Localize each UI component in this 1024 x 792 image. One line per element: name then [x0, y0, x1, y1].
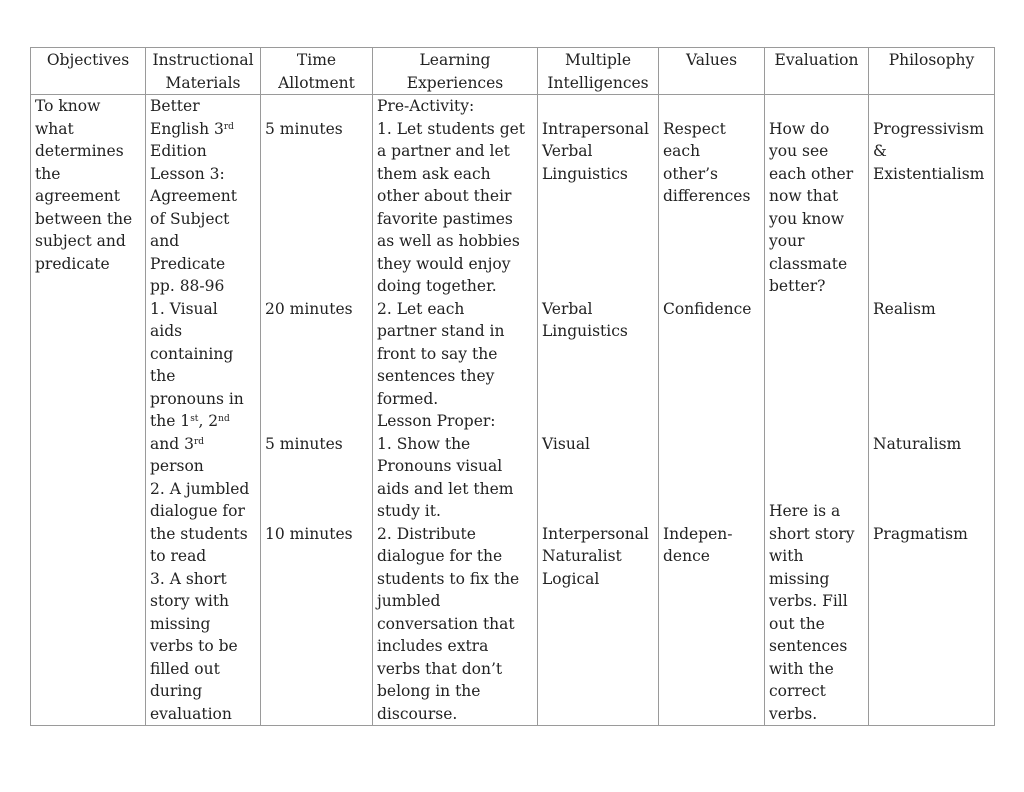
cell-text-line: with the: [769, 659, 834, 678]
cell-text-line: [542, 185, 654, 208]
cell-text-line: [542, 410, 654, 433]
cell-text-line: Respect: [663, 119, 726, 138]
cell-text-line: partner stand in: [377, 322, 505, 340]
cell-text-line: Indepen-: [663, 524, 733, 543]
cell-text-line: pp. 88-96: [150, 277, 225, 295]
cell-text-line: better?: [769, 277, 826, 295]
cell-text-line: verbs.: [769, 704, 818, 723]
cell-text-line: Here is a: [769, 502, 841, 520]
cell-text-line: Naturalism: [873, 434, 962, 453]
cell-text-line: [542, 230, 654, 253]
lesson-plan-table: [30, 47, 995, 726]
cell-text-line: classmate: [769, 254, 848, 273]
header-text-line: Time: [296, 51, 337, 69]
cell-text-line: [265, 365, 368, 388]
cell-text-line: subject and: [35, 232, 126, 250]
cell-text-line: Interpersonal: [542, 524, 649, 543]
cell-text-line: [265, 320, 368, 343]
header-text-line: Objectives: [46, 51, 130, 69]
cell-text-line: [873, 500, 990, 523]
cell-text-line: [873, 230, 990, 253]
header-text-line: Learning: [419, 51, 491, 69]
cell-text-line: Lesson Proper:: [377, 412, 496, 430]
cell-text-line: correct: [769, 682, 826, 700]
cell-text-line: Verbal: [542, 299, 593, 318]
cell-text-line: sentences they: [377, 367, 495, 385]
cell-text-line: aids: [150, 322, 183, 340]
header-values: [659, 48, 765, 95]
cell-text-line: 10 minutes: [265, 524, 353, 543]
table-row: [31, 95, 995, 726]
cell-text-line: [873, 365, 990, 388]
cell-text-line: Pronouns visual: [377, 457, 503, 475]
cell-text-line: [663, 433, 760, 456]
cell-text-line: [542, 95, 654, 118]
cell-text-line: [663, 500, 760, 523]
cell-text-line: sentences: [769, 637, 848, 655]
cell-philosophy: [869, 95, 995, 726]
cell-text-line: agreement: [35, 187, 121, 205]
cell-text-line: [542, 500, 654, 523]
cell-text-line: differences: [663, 187, 751, 205]
header-text-line: Values: [685, 51, 738, 69]
cell-text-line: [663, 275, 760, 298]
cell-text-line: [769, 95, 864, 118]
cell-text-line: Linguistics: [542, 164, 628, 183]
cell-text-line: dialogue for the: [377, 547, 503, 565]
cell-text-line: [873, 455, 990, 478]
cell-text-line: [769, 478, 864, 501]
cell-text-line: them ask each: [377, 164, 491, 183]
cell-text-line: 3. A short: [150, 569, 227, 588]
header-text-line: Experiences: [406, 73, 504, 92]
cell-text-line: between the: [35, 209, 133, 228]
cell-text-line: [663, 410, 760, 433]
cell-text-line: of Subject: [150, 209, 230, 228]
cell-text-line: [873, 95, 990, 118]
cell-text-line: students to fix the: [377, 569, 520, 588]
cell-text-line: [873, 208, 990, 231]
cell-multiple-intelligences: [538, 95, 659, 726]
cell-text-line: [265, 163, 368, 186]
header-philosophy: [869, 48, 995, 95]
cell-text-line: [663, 253, 760, 276]
cell-text-line: [542, 455, 654, 478]
header-time-allotment: [261, 48, 373, 95]
cell-text-line: 1. Show the: [377, 434, 471, 453]
cell-text-line: Pragmatism: [873, 524, 968, 543]
cell-text-line: 2. A jumbled: [150, 479, 250, 498]
cell-text-line: [873, 343, 990, 366]
cell-text-line: [873, 410, 990, 433]
cell-text-line: conversation that: [377, 614, 515, 633]
cell-text-line: [265, 455, 368, 478]
cell-text-line: 20 minutes: [265, 299, 353, 318]
cell-text-line: 2. Let each: [377, 299, 465, 318]
cell-text-line: 5 minutes: [265, 119, 343, 138]
cell-text-line: out the: [769, 614, 825, 633]
cell-learning-experiences: [373, 95, 538, 726]
cell-text-line: with: [769, 547, 804, 565]
cell-text-line: 5 minutes: [265, 434, 343, 453]
cell-text-line: Agreement: [150, 187, 237, 205]
cell-text-line: [265, 208, 368, 231]
cell-text-line: [265, 253, 368, 276]
cell-text-line: the: [35, 164, 61, 183]
cell-text-line: verbs. Fill: [769, 592, 848, 610]
cell-text-line: formed.: [377, 389, 439, 408]
cell-text-line: [265, 478, 368, 501]
cell-text-line: [542, 478, 654, 501]
cell-text-line: other about their: [377, 187, 512, 205]
cell-text-line: [265, 388, 368, 411]
cell-text-line: aids and let them: [377, 479, 514, 498]
cell-text-line: Visual: [542, 434, 591, 453]
cell-text-line: &: [873, 142, 887, 160]
cell-text-line: Naturalist: [542, 547, 622, 565]
cell-text-line: pronouns in: [150, 389, 244, 408]
header-objectives: [31, 48, 146, 95]
cell-text-line: missing: [150, 614, 211, 633]
cell-text-line: [663, 343, 760, 366]
cell-text-line: How do: [769, 119, 830, 138]
cell-text-line: [265, 140, 368, 163]
cell-text-line: and: [150, 232, 180, 250]
cell-text-line: [542, 388, 654, 411]
header-multiple-intelligences: [538, 48, 659, 95]
cell-text-line: during: [150, 682, 203, 700]
cell-text-line: [663, 388, 760, 411]
cell-text-line: Better: [150, 97, 200, 115]
cell-text-line: [542, 208, 654, 231]
cell-text-line: verbs to be: [150, 637, 238, 655]
cell-text-line: [265, 275, 368, 298]
header-evaluation: [765, 48, 869, 95]
cell-text-line: missing: [769, 569, 830, 588]
cell-text-line: [769, 388, 864, 411]
header-text-line: Evaluation: [774, 51, 859, 69]
cell-text-line: short story: [769, 524, 855, 543]
cell-text-line: determines: [35, 142, 124, 160]
cell-text-line: [265, 185, 368, 208]
cell-text-line: To know: [35, 97, 101, 115]
cell-time-allotment: [261, 95, 373, 726]
cell-text-line: dialogue for: [150, 502, 245, 520]
cell-text-line: [542, 275, 654, 298]
cell-text-line: other’s: [663, 164, 719, 183]
cell-text-line: study it.: [377, 502, 441, 520]
cell-text-line: jumbled: [377, 592, 441, 610]
cell-text-line: [873, 320, 990, 343]
cell-text-line: [769, 455, 864, 478]
cell-text-line: each: [663, 142, 701, 160]
cell-text-line: they would enjoy: [377, 254, 511, 273]
cell-text-line: 1. Let students get: [377, 119, 526, 138]
cell-text-line: [663, 208, 760, 231]
cell-text-line: Predicate: [150, 254, 226, 273]
cell-text-line: [542, 343, 654, 366]
cell-text-line: Intrapersonal: [542, 119, 649, 138]
cell-text-line: as well as hobbies: [377, 232, 520, 250]
cell-text-line: each other: [769, 164, 854, 183]
cell-text-line: [769, 433, 864, 456]
cell-text-line: Logical: [542, 569, 600, 588]
cell-text-line: [873, 478, 990, 501]
cell-text-line: [663, 320, 760, 343]
header-text-line: Intelligences: [547, 73, 649, 92]
cell-text-line: the: [150, 367, 176, 385]
cell-text-line: [265, 343, 368, 366]
header-text-line: Multiple: [564, 51, 632, 69]
cell-text-line: Linguistics: [542, 322, 628, 340]
cell-text-line: person: [150, 457, 204, 475]
cell-text-line: [769, 410, 864, 433]
header-instructional-materials: [146, 48, 261, 95]
cell-text-line: your: [769, 232, 805, 250]
cell-text-line: the 1st, 2nd: [150, 412, 230, 430]
cell-text-line: Existentialism: [873, 164, 985, 183]
cell-values: [659, 95, 765, 726]
cell-text-line: [769, 343, 864, 366]
header-text-line: Allotment: [278, 73, 355, 92]
cell-text-line: [663, 455, 760, 478]
cell-text-line: a partner and let: [377, 142, 510, 160]
header-text-line: Instructional: [152, 51, 254, 69]
cell-text-line: filled out: [150, 659, 220, 678]
cell-text-line: favorite pastimes: [377, 209, 513, 228]
cell-evaluation: [765, 95, 869, 726]
cell-text-line: to read: [150, 547, 207, 565]
cell-text-line: story with: [150, 592, 230, 610]
header-row: [31, 48, 995, 95]
cell-text-line: [873, 388, 990, 411]
cell-text-line: [663, 365, 760, 388]
cell-text-line: [873, 275, 990, 298]
cell-text-line: and 3rd: [150, 434, 205, 453]
header-text-line: Philosophy: [888, 51, 975, 69]
cell-text-line: Progressivism: [873, 119, 984, 138]
cell-text-line: [542, 253, 654, 276]
cell-text-line: [873, 185, 990, 208]
cell-text-line: English 3rd: [150, 119, 234, 138]
cell-text-line: 2. Distribute: [377, 524, 476, 543]
cell-text-line: discourse.: [377, 704, 458, 723]
cell-text-line: front to say the: [377, 344, 498, 363]
cell-text-line: includes extra: [377, 637, 489, 655]
cell-text-line: Realism: [873, 299, 936, 318]
cell-text-line: doing together.: [377, 277, 497, 295]
cell-text-line: [769, 320, 864, 343]
cell-text-line: 1. Visual: [150, 299, 218, 318]
cell-text-line: verbs that don’t: [377, 659, 503, 678]
cell-text-line: [663, 230, 760, 253]
cell-objectives: [31, 95, 146, 726]
cell-text-line: [663, 95, 760, 118]
cell-text-line: evaluation: [150, 704, 232, 723]
cell-text-line: [265, 500, 368, 523]
cell-text-line: [769, 365, 864, 388]
cell-text-line: the students: [150, 524, 248, 543]
cell-text-line: now that: [769, 187, 839, 205]
cell-text-line: containing: [150, 344, 234, 363]
cell-text-line: Pre-Activity:: [377, 97, 475, 115]
cell-text-line: dence: [663, 547, 710, 565]
cell-text-line: Edition: [150, 142, 207, 160]
cell-text-line: [769, 298, 864, 321]
header-learning-experiences: [373, 48, 538, 95]
cell-text-line: belong in the: [377, 682, 481, 700]
cell-text-line: what: [35, 119, 74, 138]
cell-text-line: you see: [769, 142, 829, 160]
cell-text-line: Lesson 3:: [150, 164, 225, 183]
cell-text-line: you know: [769, 209, 844, 228]
cell-text-line: [265, 95, 368, 118]
header-text-line: Materials: [165, 73, 241, 92]
cell-text-line: [265, 410, 368, 433]
cell-text-line: [265, 230, 368, 253]
cell-text-line: [873, 253, 990, 276]
cell-text-line: [663, 478, 760, 501]
cell-text-line: Verbal: [542, 142, 593, 160]
cell-instructional-materials: [146, 95, 261, 726]
cell-text-line: predicate: [35, 254, 110, 273]
cell-text-line: Confidence: [663, 299, 752, 318]
cell-text-line: [542, 365, 654, 388]
